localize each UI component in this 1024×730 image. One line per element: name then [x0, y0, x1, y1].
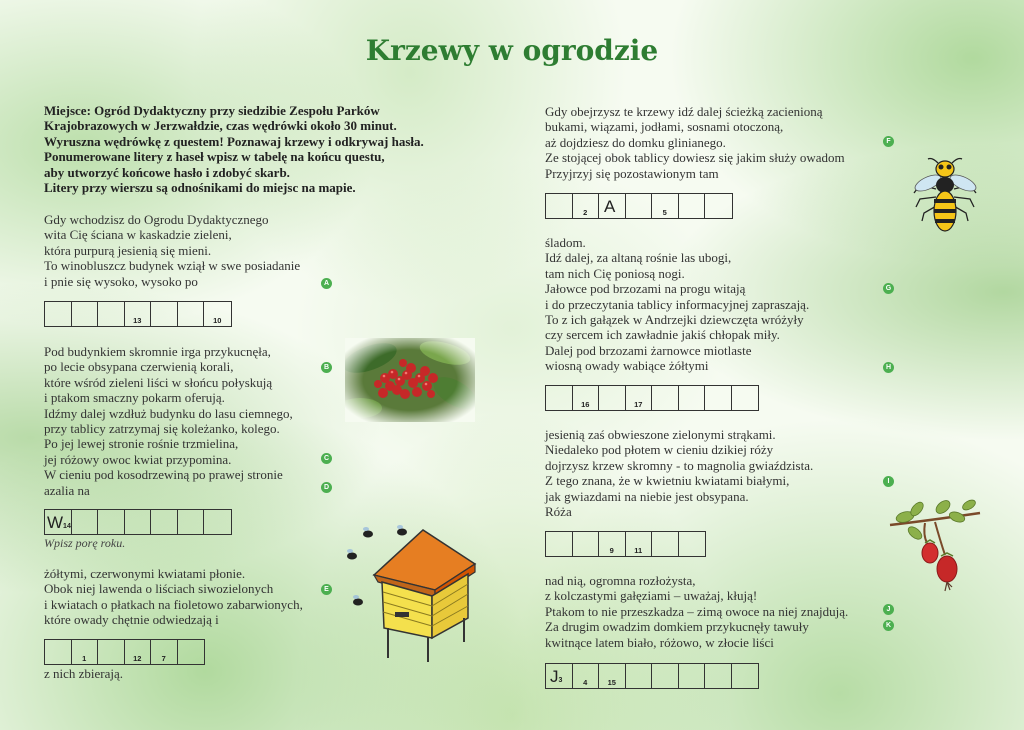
- verse-line: żółtymi, czerwonymi kwiatami płonie.: [44, 566, 246, 581]
- hint-text: Wpisz porę roku.: [44, 536, 126, 550]
- verse-line: Pod budynkiem skromnie irga przykucnęła,: [44, 344, 271, 359]
- answer-grid-6[interactable]: [545, 531, 706, 557]
- answer-cell[interactable]: 9: [599, 532, 626, 556]
- verse-line: Z tego znana, że w kwietniu kwiatami białymi,: [545, 473, 790, 489]
- page-title: Krzewy w ogrodzie: [365, 34, 659, 67]
- answer-cell[interactable]: [546, 194, 573, 218]
- map-marker-b: B: [321, 362, 332, 373]
- map-marker-k: K: [883, 620, 894, 631]
- answer-cell[interactable]: [732, 664, 759, 688]
- intro-block: [44, 103, 424, 195]
- stanza-right-2: [545, 235, 809, 374]
- verse-line: jak gwiazdami na niebie jest obsypana.: [545, 488, 749, 504]
- verse-line: azalia na: [44, 482, 90, 498]
- intro-line: Litery przy wierszu są odnośnikami do miejsc na mapie.: [44, 180, 356, 196]
- answer-cell[interactable]: [204, 510, 231, 534]
- answer-cell[interactable]: [98, 640, 125, 664]
- verse-line: wiosną owady wabiące żółtymi: [545, 358, 709, 374]
- rosehip-illustration: [885, 495, 985, 595]
- intro-line: Miejsce: Ogród Dydaktyczny przy siedzibie Zespołu Parków: [44, 103, 380, 118]
- stanza-left-3: [44, 566, 303, 628]
- answer-grid-4[interactable]: [545, 193, 733, 219]
- map-marker-d: D: [321, 482, 332, 493]
- verse-line: Za drugim owadzim domkiem przykucnęły tawuły: [545, 619, 809, 635]
- verse-line: które wśród zieleni liści w słońcu połyskują: [44, 374, 273, 390]
- answer-cell[interactable]: [679, 194, 706, 218]
- answer-cell[interactable]: 2: [573, 194, 600, 218]
- answer-cell[interactable]: [679, 386, 706, 410]
- map-marker-a: A: [321, 278, 332, 289]
- answer-cell[interactable]: [151, 510, 178, 534]
- verse-line: i ptakom smaczny pokarm oferują.: [44, 390, 225, 406]
- map-marker-h: H: [883, 362, 894, 373]
- answer-cell[interactable]: [45, 640, 72, 664]
- verse-line: Gdy obejrzysz te krzewy idź dalej ścieżką zacienioną: [545, 104, 823, 119]
- verse-line: i pnie się wysoko, wysoko po: [44, 273, 198, 289]
- stanza-left-1: [44, 212, 300, 289]
- answer-cell[interactable]: 15: [599, 664, 626, 688]
- verse-line: wita Cię ściana w kaskadzie zieleni,: [44, 227, 232, 243]
- verse-line: Przyjrzyj się pozostawionym tam: [545, 165, 719, 181]
- verse-line: nad nią, ogromna rozłożysta,: [545, 573, 696, 588]
- verse-line: które owady chętnie odwiedzają i: [44, 612, 219, 628]
- map-marker-g: G: [883, 283, 894, 294]
- answer-cell[interactable]: 1: [72, 640, 99, 664]
- map-marker-c: C: [321, 453, 332, 464]
- verse-line: Idź dalej, za altaną rośnie las ubogi,: [545, 250, 732, 266]
- answer-cell[interactable]: [679, 664, 706, 688]
- answer-grid-3[interactable]: [44, 639, 205, 665]
- verse-line: czy sercem ich zawładnie jakiś chłopak miły.: [545, 327, 780, 343]
- answer-cell[interactable]: 11: [626, 532, 653, 556]
- answer-cell[interactable]: 13: [125, 302, 152, 326]
- answer-cell[interactable]: 12: [125, 640, 152, 664]
- wasp-illustration: [908, 155, 983, 237]
- answer-cell[interactable]: [652, 664, 679, 688]
- answer-cell[interactable]: [652, 386, 679, 410]
- answer-cell[interactable]: [98, 302, 125, 326]
- intro-line: Ponumerowane litery z haseł wpisz w tabelę na końcu questu,: [44, 149, 385, 165]
- answer-cell[interactable]: [732, 386, 759, 410]
- answer-cell[interactable]: 7: [151, 640, 178, 664]
- answer-cell[interactable]: [626, 194, 653, 218]
- map-marker-j: J: [883, 604, 894, 615]
- given-letter: W14: [47, 513, 71, 532]
- answer-cell[interactable]: [546, 386, 573, 410]
- answer-cell[interactable]: [45, 510, 72, 534]
- map-marker-e: E: [321, 584, 332, 595]
- answer-grid-2[interactable]: [44, 509, 232, 535]
- answer-cell[interactable]: 17: [626, 386, 653, 410]
- answer-cell[interactable]: 4: [573, 664, 600, 688]
- stanza-left-2: [44, 344, 293, 498]
- answer-cell[interactable]: [178, 302, 205, 326]
- answer-cell[interactable]: [72, 302, 99, 326]
- verse-line: bukami, wiązami, jodłami, sosnami otoczoną,: [545, 119, 784, 135]
- answer-cell[interactable]: [98, 510, 125, 534]
- verse-line: Jałowce pod brzozami na progu witają: [545, 281, 746, 297]
- verse-line: która purpurą jesienią się mieni.: [44, 242, 212, 258]
- verse-line: kwitnące latem biało, różowo, w złocie liści: [545, 634, 774, 650]
- verse-line: tam nich Cię poniosą nogi.: [545, 265, 685, 281]
- verse-line: Obok niej lawenda o liściach siwozielonych: [44, 581, 274, 597]
- answer-cell[interactable]: [45, 302, 72, 326]
- answer-grid-5[interactable]: [545, 385, 759, 411]
- given-letter: J3: [550, 667, 563, 686]
- given-letter: A: [604, 197, 616, 216]
- answer-cell[interactable]: [546, 664, 573, 688]
- answer-cell[interactable]: [178, 640, 205, 664]
- intro-line: Krajobrazowych w Jerzwałdzie, czas wędrówki około 30 minut.: [44, 118, 397, 134]
- verse-line: Dalej pod brzozami żarnowce miotlaste: [545, 342, 752, 358]
- verse-line: Ze stojącej obok tablicy dowiesz się jakim służy owadom: [545, 150, 845, 166]
- answer-cell[interactable]: [652, 532, 679, 556]
- verse-line: W cieniu pod kosodrzewiną po prawej stronie: [44, 467, 283, 483]
- verse-line: z nich zbierają.: [44, 666, 124, 681]
- stanza-right-3: [545, 427, 813, 519]
- verse-line: dojrzysz krzew skromny - to magnolia gwiaździsta.: [545, 457, 814, 473]
- verse-line: Róża: [545, 504, 572, 520]
- answer-cell[interactable]: [626, 664, 653, 688]
- answer-cell[interactable]: [705, 194, 732, 218]
- verse-line: przy tablicy zatrzymaj się koleżanko, kolego.: [44, 421, 280, 437]
- answer-cell[interactable]: [705, 386, 732, 410]
- answer-cell[interactable]: 10: [213, 316, 222, 325]
- map-marker-i: I: [883, 476, 894, 487]
- answer-cell[interactable]: [125, 510, 152, 534]
- verse-line: i do przeczytania tablicy informacyjnej zapraszają.: [545, 296, 810, 312]
- verse-line: po lecie obsypana czerwienią korali,: [44, 359, 234, 375]
- answer-cell[interactable]: [599, 194, 626, 218]
- rowan-berries-photo: [345, 338, 475, 422]
- intro-line: aby utworzyć końcowe hasło i zdobyć skarb.: [44, 164, 290, 180]
- answer-cell[interactable]: [705, 664, 732, 688]
- answer-cell[interactable]: 5: [652, 194, 679, 218]
- verse-line: Po jej lewej stronie rośnie trzmielina,: [44, 436, 239, 452]
- verse-line: jej różowy owoc kwiat przypomina.: [44, 451, 232, 467]
- stanza-right-1: [545, 104, 845, 181]
- answer-cell[interactable]: [679, 532, 706, 556]
- answer-cell[interactable]: [573, 532, 600, 556]
- answer-cell[interactable]: 16: [573, 386, 600, 410]
- stanza-right-4: [545, 573, 848, 650]
- answer-cell[interactable]: [72, 510, 99, 534]
- answer-grid-7[interactable]: [545, 663, 759, 689]
- answer-cell[interactable]: [546, 532, 573, 556]
- answer-cell[interactable]: [599, 386, 626, 410]
- verse-line: śladom.: [545, 235, 586, 250]
- verse-line: Gdy wchodzisz do Ogrodu Dydaktycznego: [44, 212, 269, 227]
- map-marker-f: F: [883, 136, 894, 147]
- answer-cell[interactable]: [151, 302, 178, 326]
- beehive-illustration: [340, 520, 485, 665]
- verse-line: To winobluszcz budynek wziął w swe posiadanie: [44, 258, 301, 274]
- answer-grid-1[interactable]: [44, 301, 232, 327]
- intro-line: Wyruszna wędrówkę z questem! Poznawaj krzewy i odkrywaj hasła.: [44, 133, 424, 149]
- verse-line: z kolczastymi gałęziami – uważaj, kłują!: [545, 588, 758, 604]
- verse-line: To z ich gałązek w Andrzejki dziewczęta wróżyły: [545, 312, 804, 328]
- verse-line: aż dojdziesz do domku glinianego.: [545, 134, 726, 150]
- verse-line: Niedaleko pod płotem w cieniu dzikiej róży: [545, 442, 774, 458]
- verse-line: Ptakom to nie przeszkadza – zimą owoce na niej znajdują.: [545, 603, 849, 619]
- verse-line: i kwiatach o płatkach na fioletowo zabarwionych,: [44, 596, 303, 612]
- answer-cell[interactable]: [178, 510, 205, 534]
- verse-line: Idźmy dalej wzdłuż budynku do lasu ciemnego,: [44, 405, 293, 421]
- verse-line: jesienią zaś obwieszone zielonymi strąkami.: [545, 427, 776, 442]
